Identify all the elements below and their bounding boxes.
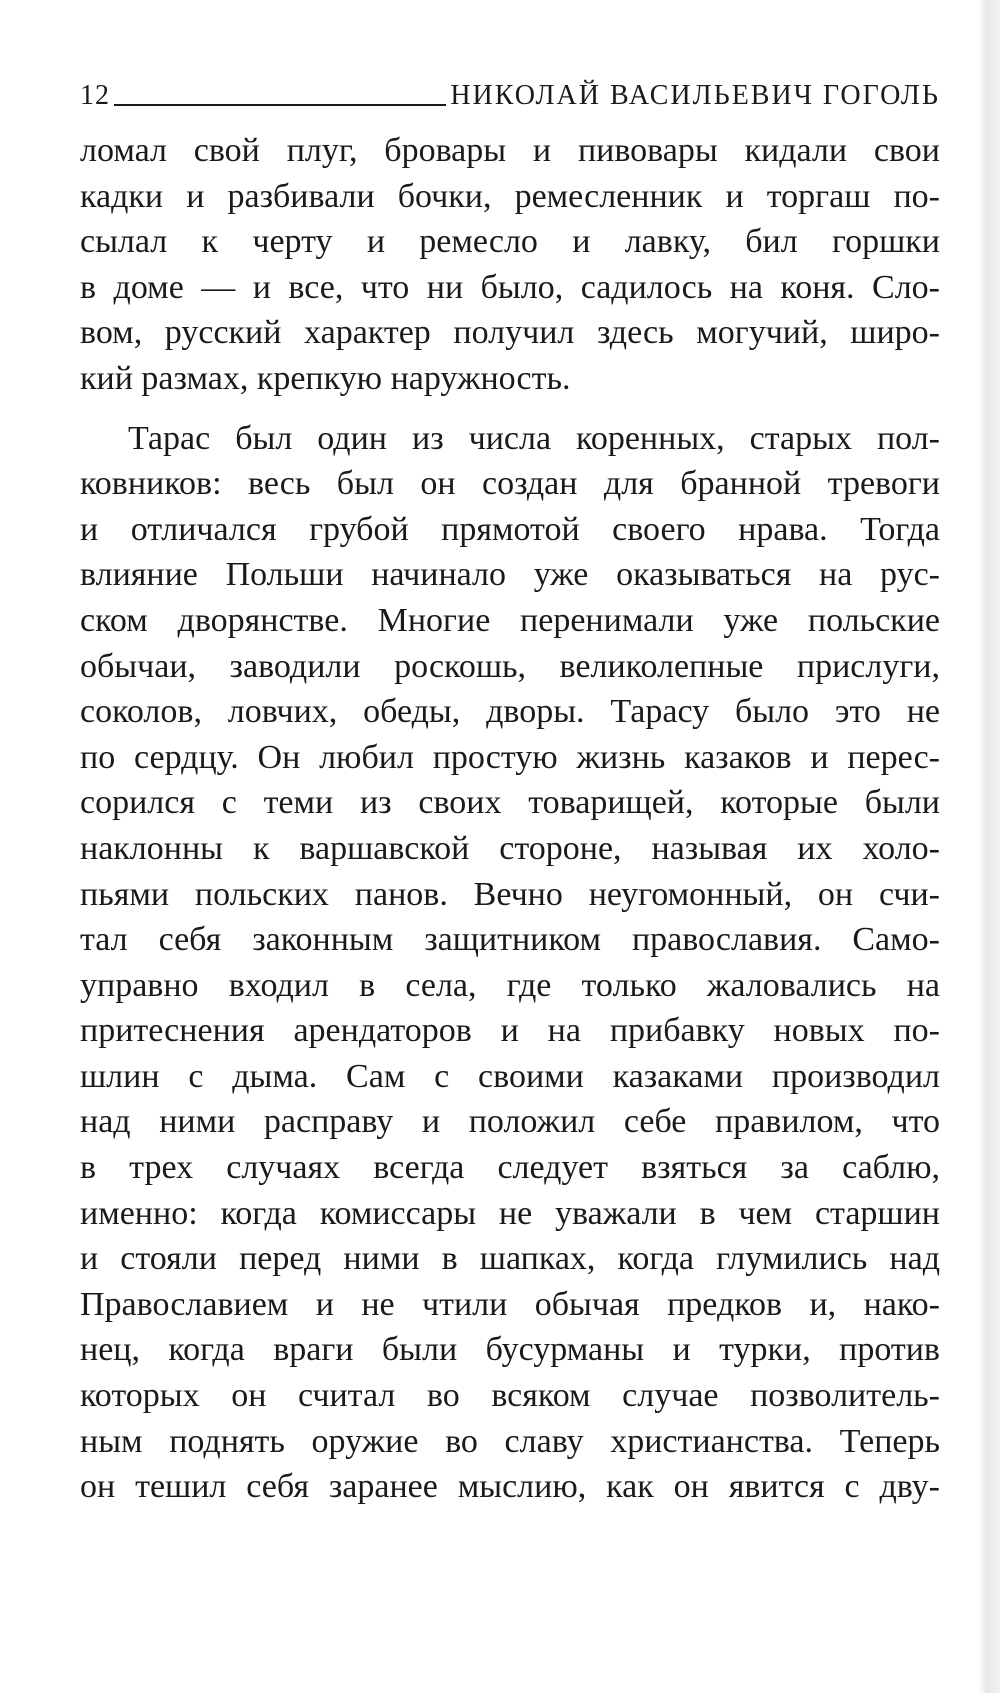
text-line: ным поднять оружие во славу христианства. Теперь — [80, 1422, 940, 1460]
text-line: управно входил в села, где только жаловались на — [80, 966, 940, 1004]
text-line: и отличался грубой прямотой своего нрава. Тогда — [80, 510, 940, 548]
running-header — [80, 72, 940, 112]
text-line: в доме — и все, что ни было, садилось на коня. Сло- — [80, 268, 940, 306]
text-line: шлин с дыма. Сам с своими казаками производил — [80, 1057, 940, 1095]
text-line: вом, русский характер получил здесь могучий, широ- — [80, 314, 940, 352]
page-edge-shadow — [978, 0, 1000, 1693]
text-line: по сердцу. Он любил простую жизнь казаков и перес- — [80, 738, 940, 776]
text-line: влияние Польши начинало уже оказываться на рус- — [80, 556, 940, 594]
text-line: кий размах, крепкую наружность. — [80, 359, 571, 397]
text-line: ковников: весь был он создан для бранной тревоги — [80, 465, 940, 503]
text-line: он тешил себя заранее мыслию, как он явится с дву- — [80, 1468, 940, 1506]
text-line: пьями польских панов. Вечно неугомонный, он счи- — [80, 875, 940, 913]
paragraph-1 — [80, 128, 940, 402]
text-line: тал себя законным защитником православия. Само- — [80, 921, 940, 959]
text-line: над ними расправу и положил себе правилом, что — [80, 1103, 940, 1141]
page-number: 12 — [80, 80, 110, 111]
text-line: кадки и разбивали бочки, ремесленник и торгаш по- — [80, 177, 940, 215]
text-line: которых он считал во всяком случае позволитель- — [80, 1377, 940, 1415]
body-text — [80, 128, 940, 1510]
text-line: наклонны к варшавской стороне, называя их холо- — [80, 829, 940, 867]
paragraph-gap — [80, 402, 940, 416]
text-line: ском дворянстве. Многие перенимали уже польские — [80, 601, 940, 639]
text-line: сылал к черту и ремесло и лавку, бил горшки — [80, 223, 940, 261]
text-line: ломал свой плуг, бровары и пивовары кидали свои — [80, 132, 940, 169]
text-line: в трех случаях всегда следует взяться за саблю, — [80, 1149, 940, 1187]
text-line: нец, когда враги были бусурманы и турки, против — [80, 1331, 940, 1369]
text-line: обычаи, заводили роскошь, великолепные прислуги, — [80, 647, 940, 685]
paragraph-2 — [80, 416, 940, 1510]
text-line: именно: когда комиссары не уважали в чем старшин — [80, 1194, 940, 1232]
header-rule — [114, 104, 446, 106]
text-line: притеснения арендаторов и на прибавку новых по- — [80, 1012, 940, 1050]
running-head-author: НИКОЛАЙ ВАСИЛЬЕВИЧ ГОГОЛЬ — [450, 80, 940, 111]
text-line: Тарас был один из числа коренных, старых пол- — [128, 419, 940, 457]
text-line: Православием и не чтили обычая предков и, нако- — [80, 1285, 940, 1323]
text-line: и стояли перед ними в шапках, когда глумились над — [80, 1240, 940, 1278]
text-line: сорился с теми из своих товарищей, которые были — [80, 784, 940, 822]
text-line: соколов, ловчих, обеды, дворы. Тарасу было это не — [80, 693, 940, 731]
